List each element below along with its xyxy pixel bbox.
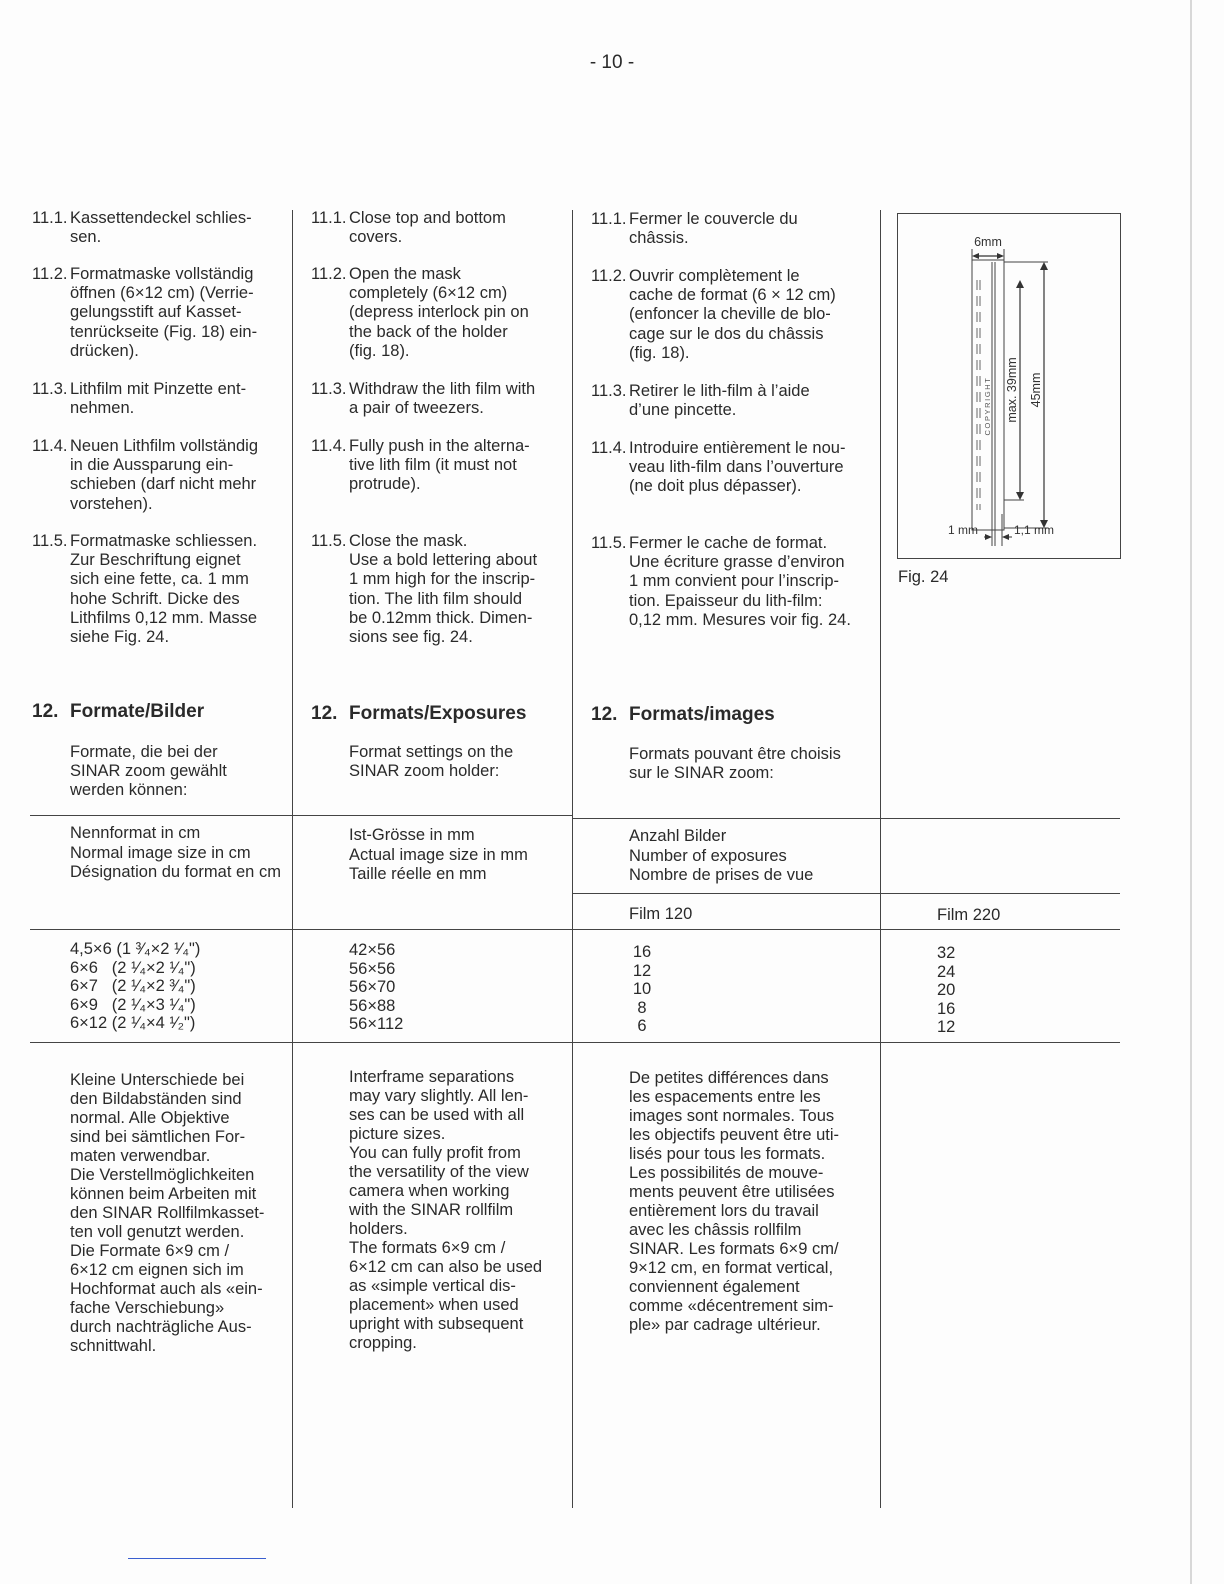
table-sub-header-rule xyxy=(572,893,1120,894)
table-row: 4,5×6 (1 ³⁄₄×2 ¹⁄₄") xyxy=(70,940,201,958)
table-sub-film220: Film 220 xyxy=(937,906,1001,924)
table-column-nominal xyxy=(70,940,200,1033)
table-column-film220 xyxy=(937,944,959,1037)
column-rule-2 xyxy=(572,210,573,1508)
table-cell: 6 xyxy=(637,1017,647,1035)
lith-film-diagram xyxy=(898,214,1120,558)
col3-note: De petites différences dans les espacements entre les images sont normales. Tous les objectifs peuvent être uti- lisés pour tous les formats. Les possibilités de mouve- ments peuvent être utilisées entièrement lors du travail avec les châssis rollfilm SINAR. Les formats 6×9 cm/ 9×12 cm, en format vertical, conviennent également comme «décentrement sim- ple» par cadrage ultérieur. xyxy=(629,1069,840,1334)
column-rule-3 xyxy=(880,210,881,1508)
col1-item-11-2: 11.2. Formatmaske vollständig öffnen (6×12 cm) (Verrie- gelungsstift auf Kasset- tenrückseite (Fig. 18) ein- drücken). xyxy=(32,265,258,360)
col3-heading: 12. Formats/images xyxy=(591,704,775,725)
table-cell: 10 xyxy=(632,980,652,998)
col3-item-11-3: 11.3. Retirer le lith-film à l’aide d’une pincette. xyxy=(591,382,810,420)
col2-item-11-1: 11.1. Close top and bottom covers. xyxy=(311,209,506,247)
table-cell: 16 xyxy=(937,999,956,1018)
right-margin-label: 1,1 mm xyxy=(1014,523,1055,537)
table-cell: 12 xyxy=(632,961,652,980)
table-top-rule-3 xyxy=(572,818,1120,819)
col1-item-11-1: 11.1. Kassettendeckel schlies- sen. xyxy=(32,209,252,247)
table-top-rule-1 xyxy=(30,815,292,816)
col3-item-11-5: 11.5. Fermer le cache de format. Une écriture grasse d’environ 1 mm convient pour l’inscrip- tion. Epaisseur du lith-film: 0,12 mm. Mesures voir fig. 24. xyxy=(591,534,851,629)
figure-caption: Fig. 24 xyxy=(898,568,949,586)
table-header-count: Anzahl Bilder Number of exposures Nombre de prises de vue xyxy=(629,827,814,884)
right-margin-arrow xyxy=(1002,534,1009,540)
table-cell: 42×56 xyxy=(349,941,396,959)
col1-item-11-3: 11.3. Lithfilm mit Pinzette ent- nehmen. xyxy=(32,380,247,418)
col2-item-11-5: 11.5. Close the mask. Use a bold lettering about 1 mm high for the inscrip- tion. The lith film should be 0.12mm thick. Dimen- sions see fig. 24. xyxy=(311,532,538,647)
table-column-actual xyxy=(349,941,403,1034)
table-bottom-rule xyxy=(30,1042,1120,1043)
table-cell: 20 xyxy=(937,981,956,999)
column-rule-1 xyxy=(292,210,293,1508)
col1-note: Kleine Unterschiede bei den Bildabständen sind normal. Alle Objektive sind bei sämtlichen For- maten verwendbar. Die Verstellmöglichkeiten können beim Arbeiten mit den SINAR Rollfilmkasset- ten voll genutzt werden. Die Formate 6×9 cm / 6×12 cm eignen sich im Hochformat auch als «ein- fache Verschiebung» durch nachträgliche Aus- schnittwahl. xyxy=(70,1071,265,1355)
col2-item-11-2: 11.2. Open the mask completely (6×12 cm) (depress interlock pin on the back of the holder (fig. 18). xyxy=(311,265,529,360)
table-cell: 56×70 xyxy=(349,978,396,996)
table-row: 6×12 (2 ¹⁄₄×4 ¹⁄₂") xyxy=(70,1014,196,1032)
col1-item-11-5: 11.5. Formatmaske schliessen. Zur Beschriftung eignet sich eine fette, ca. 1 mm hohe Schrift. Dicke des Lithfilms 0,12 mm. Masse siehe Fig. 24. xyxy=(32,532,258,647)
table-cell: 56×112 xyxy=(349,1015,404,1033)
table-sub-film120: Film 120 xyxy=(629,905,693,923)
col3-item-11-4: 11.4. Introduire entièrement le nou- veau lith-film dans l’ouverture (ne doit plus dépasser). xyxy=(591,439,846,496)
table-cell: 56×56 xyxy=(349,959,396,978)
col2-heading: 12. Formats/Exposures xyxy=(311,703,527,724)
table-cell: 12 xyxy=(937,1018,956,1036)
col3-item-11-2: 11.2. Ouvrir complètement le cache de format (6 × 12 cm) (enfoncer la cheville de blo- cage sur le dos du châssis (fig. 18). xyxy=(591,267,836,362)
table-cell: 32 xyxy=(937,944,956,962)
table-row: 6×7 (2 ¹⁄₄×2 ³⁄₄") xyxy=(70,977,196,995)
table-header-actual: Ist-Grösse in mm Actual image size in mm Taille réelle en mm xyxy=(349,826,528,883)
col2-intro: Format settings on the SINAR zoom holder: xyxy=(349,743,514,781)
col1-item-11-4: 11.4. Neuen Lithfilm vollständig in die Aussparung ein- schieben (darf nicht mehr vorstehen). xyxy=(32,437,259,513)
page-edge-shadow xyxy=(1190,0,1192,1584)
table-column-film120 xyxy=(629,943,655,1036)
left-margin-label: 1 mm xyxy=(948,523,978,537)
left-margin-arrow xyxy=(985,534,992,540)
col2-item-11-4: 11.4. Fully push in the alterna- tive lith film (it must not protrude). xyxy=(311,437,530,494)
table-cell: 56×88 xyxy=(349,996,396,1015)
col1-intro: Formate, die bei der SINAR zoom gewählt werden können: xyxy=(70,743,227,800)
table-row: 6×6 (2 ¹⁄₄×2 ¹⁄₄") xyxy=(70,958,196,977)
col3-item-11-1: 11.1. Fermer le couvercle du châssis. xyxy=(591,210,798,248)
col1-heading: 12. Formate/Bilder xyxy=(32,701,205,722)
outer-height-label: 45mm xyxy=(1029,372,1043,408)
footer-mark xyxy=(128,1558,266,1559)
figure-24-frame xyxy=(897,213,1121,559)
table-cell: 24 xyxy=(937,962,956,981)
col2-item-11-3: 11.3. Withdraw the lith film with a pair of tweezers. xyxy=(311,380,536,418)
page-number: - 10 - xyxy=(589,52,635,73)
table-cell: 16 xyxy=(632,943,652,961)
col3-intro: Formats pouvant être choisis sur le SINAR zoom: xyxy=(629,745,841,783)
table-top-rule-2 xyxy=(292,815,572,816)
table-row: 6×9 (2 ¹⁄₄×3 ¹⁄₄") xyxy=(70,995,196,1014)
width-label: 6mm xyxy=(974,235,1002,249)
table-header-nominal: Nennformat in cm Normal image size in cm Désignation du format en cm xyxy=(70,824,281,881)
copyright-watermark: COPYRIGHT xyxy=(983,376,992,436)
table-header-bottom-rule xyxy=(30,929,1120,930)
inner-height-label: max. 39mm xyxy=(1005,357,1019,423)
table-cell: 8 xyxy=(637,998,647,1017)
col2-note: Interframe separations may vary slightly. All len- ses can be used with all picture sizes. You can fully profit from the versatility of the view camera when working with the SINAR rollfilm holders. The formats 6×9 cm / 6×12 cm can also be used as «simple vertical dis- placement» when used upright with subsequent cropping. xyxy=(349,1068,543,1352)
